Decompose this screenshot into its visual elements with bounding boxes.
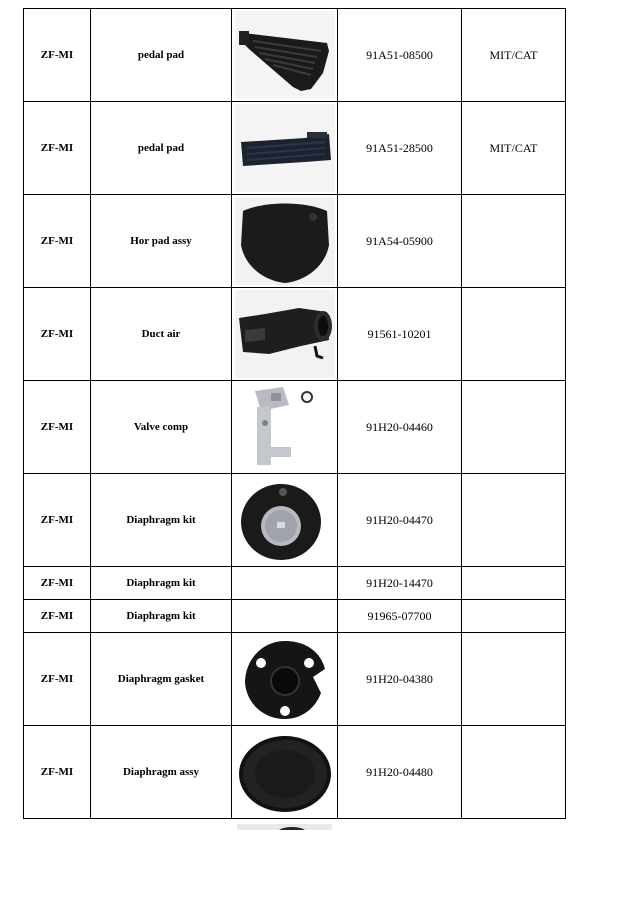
part-number-cell: 91H20-04470 bbox=[338, 474, 462, 567]
brand-cell: ZF-MI bbox=[24, 633, 91, 726]
brand-cell: ZF-MI bbox=[24, 9, 91, 102]
part-number-cell: 91H20-14470 bbox=[338, 567, 462, 600]
air-duct-photo bbox=[235, 290, 335, 378]
note-cell bbox=[462, 381, 566, 474]
part-number-cell: 91561-10201 bbox=[338, 288, 462, 381]
brand-cell: ZF-MI bbox=[24, 195, 91, 288]
wide-pedal-pad-photo bbox=[235, 104, 335, 192]
part-number-cell: 91965-07700 bbox=[338, 600, 462, 633]
image-cell bbox=[232, 9, 338, 102]
table-row bbox=[24, 9, 566, 102]
image-cell bbox=[232, 567, 338, 600]
brand-cell: ZF-MI bbox=[24, 474, 91, 567]
table-row bbox=[24, 381, 566, 474]
table-row bbox=[24, 726, 566, 819]
part-name-cell: Diaphragm kit bbox=[91, 474, 232, 567]
diaphragm-gasket-photo bbox=[235, 635, 335, 723]
note-cell bbox=[462, 474, 566, 567]
part-number-cell: 91H20-04480 bbox=[338, 726, 462, 819]
image-cell bbox=[232, 726, 338, 819]
image-cell bbox=[232, 381, 338, 474]
valve-photo bbox=[235, 383, 335, 471]
table-row bbox=[24, 288, 566, 381]
part-name-cell: Hor pad assy bbox=[91, 195, 232, 288]
diaphragm-assy-photo bbox=[235, 728, 335, 816]
table-row bbox=[24, 600, 566, 633]
part-number-cell: 91H20-04460 bbox=[338, 381, 462, 474]
brand-cell: ZF-MI bbox=[24, 381, 91, 474]
part-name-cell: Diaphragm kit bbox=[91, 600, 232, 633]
diaphragm-kit-photo bbox=[235, 476, 335, 564]
note-cell: MIT/CAT bbox=[462, 102, 566, 195]
part-number-cell: 91A51-08500 bbox=[338, 9, 462, 102]
part-name-cell: Diaphragm assy bbox=[91, 726, 232, 819]
brand-cell: ZF-MI bbox=[24, 600, 91, 633]
image-cell bbox=[232, 102, 338, 195]
table-row bbox=[24, 474, 566, 567]
note-cell bbox=[462, 195, 566, 288]
note-cell: MIT/CAT bbox=[462, 9, 566, 102]
image-cell bbox=[232, 195, 338, 288]
part-name-cell: Duct air bbox=[91, 288, 232, 381]
image-cell bbox=[232, 474, 338, 567]
part-name-cell: Diaphragm gasket bbox=[91, 633, 232, 726]
table-row bbox=[24, 195, 566, 288]
part-name-cell: Diaphragm kit bbox=[91, 567, 232, 600]
part-name-cell: Valve comp bbox=[91, 381, 232, 474]
note-cell bbox=[462, 726, 566, 819]
note-cell bbox=[462, 633, 566, 726]
horn-pad-photo bbox=[235, 197, 335, 285]
pedal-pad-photo bbox=[235, 11, 335, 99]
brand-cell: ZF-MI bbox=[24, 288, 91, 381]
part-number-cell: 91A51-28500 bbox=[338, 102, 462, 195]
brand-cell: ZF-MI bbox=[24, 567, 91, 600]
table-row bbox=[24, 633, 566, 726]
table-row bbox=[24, 567, 566, 600]
note-cell bbox=[462, 567, 566, 600]
image-cell bbox=[232, 600, 338, 633]
part-name-cell: pedal pad bbox=[91, 102, 232, 195]
brand-cell: ZF-MI bbox=[24, 726, 91, 819]
image-cell bbox=[232, 288, 338, 381]
parts-table bbox=[23, 8, 566, 819]
image-cell bbox=[232, 633, 338, 726]
part-number-cell: 91A54-05900 bbox=[338, 195, 462, 288]
note-cell bbox=[462, 288, 566, 381]
part-number-cell: 91H20-04380 bbox=[338, 633, 462, 726]
table-row bbox=[24, 102, 566, 195]
part-name-cell: pedal pad bbox=[91, 9, 232, 102]
note-cell bbox=[462, 600, 566, 633]
next-photo-top-edge bbox=[237, 824, 332, 830]
brand-cell: ZF-MI bbox=[24, 102, 91, 195]
